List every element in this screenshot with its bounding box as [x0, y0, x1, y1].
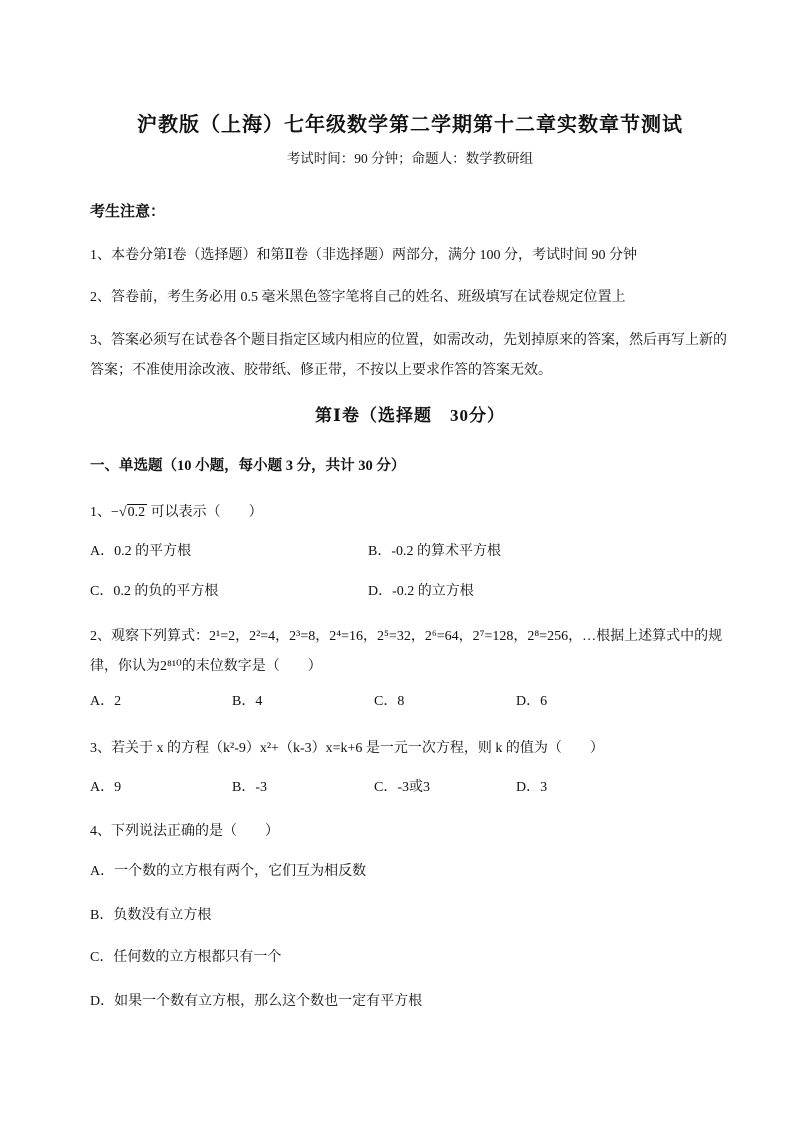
- option-a: A．9: [90, 780, 122, 795]
- question-3-options-row: [90, 778, 730, 798]
- option-d: D．-0.2 的立方根: [368, 584, 474, 599]
- option-d: D．如果一个数有立方根，那么这个数也一定有平方根: [90, 994, 423, 1009]
- option-d: D．3: [516, 780, 548, 795]
- option-b: B．-3: [232, 780, 267, 795]
- option-a: A．一个数的立方根有两个，它们互为相反数: [90, 864, 367, 879]
- square-root-expression: [119, 504, 147, 520]
- option-c: C．-3或3: [374, 780, 430, 795]
- option-c: C．任何数的立方根都只有一个: [90, 950, 282, 965]
- question-1-stem: [90, 502, 730, 524]
- option-b: B．-0.2 的算术平方根: [368, 544, 501, 559]
- question-type-heading: 一、单选题（10 小题，每小题 3 分，共计 30 分）: [90, 458, 406, 474]
- question-4-stem: 4、下列说法正确的是（ ）: [90, 824, 279, 839]
- option-d: D．6: [516, 694, 548, 709]
- option-c: C．0.2 的负的平方根: [90, 584, 219, 599]
- question-1-options-row-1: [90, 542, 730, 562]
- question-2-stem: 2、观察下列算式：2¹=2，2²=4，2³=8，2⁴=16，2⁵=32，2⁶=64，2⁷=128，2⁸=256，…根据上述算式中的规律，你认为2⁸¹⁰的末位数字是（ ）: [90, 629, 723, 674]
- question-2-options-row: [90, 692, 730, 712]
- question-3-stem: 3、若关于 x 的方程（k²-9）x²+（k-3）x=k+6 是一元一次方程，则 k 的值为（ ）: [90, 741, 604, 756]
- question-1-suffix: 可以表示（ ）: [147, 505, 263, 520]
- option-a: A．0.2 的平方根: [90, 544, 192, 559]
- notice-heading: 考生注意：: [90, 204, 166, 220]
- option-a: A．2: [90, 694, 122, 709]
- option-c: C．8: [374, 694, 405, 709]
- notice-item-1: 1、本卷分第Ⅰ卷（选择题）和第Ⅱ卷（非选择题）两部分，满分 100 分，考试时间 90 分钟: [90, 248, 638, 263]
- question-1-prefix: 1、−: [90, 505, 119, 520]
- option-b: B．负数没有立方根: [90, 908, 212, 923]
- radical-sign: √: [118, 505, 127, 520]
- exam-title: 沪教版（上海）七年级数学第二学期第十二章实数章节测试: [137, 114, 683, 136]
- option-b: B．4: [232, 694, 263, 709]
- notice-item-3: 3、答案必须写在试卷各个题目指定区域内相应的位置，如需改动，先划掉原来的答案，然后再写上新的答案；不准使用涂改液、胶带纸、修正带，不按以上要求作答的答案无效。: [90, 333, 727, 378]
- question-1-options-row-2: [90, 582, 730, 602]
- exam-meta: 考试时间：90 分钟；命题人：数学教研组: [286, 151, 534, 166]
- section-1-heading: 第Ⅰ卷（选择题 30分）: [315, 406, 505, 425]
- notice-item-2: 2、答卷前，考生务必用 0.5 毫米黑色签字笔将自己的姓名、班级填写在试卷规定位置上: [90, 290, 626, 305]
- radicand: 0.2: [127, 505, 146, 520]
